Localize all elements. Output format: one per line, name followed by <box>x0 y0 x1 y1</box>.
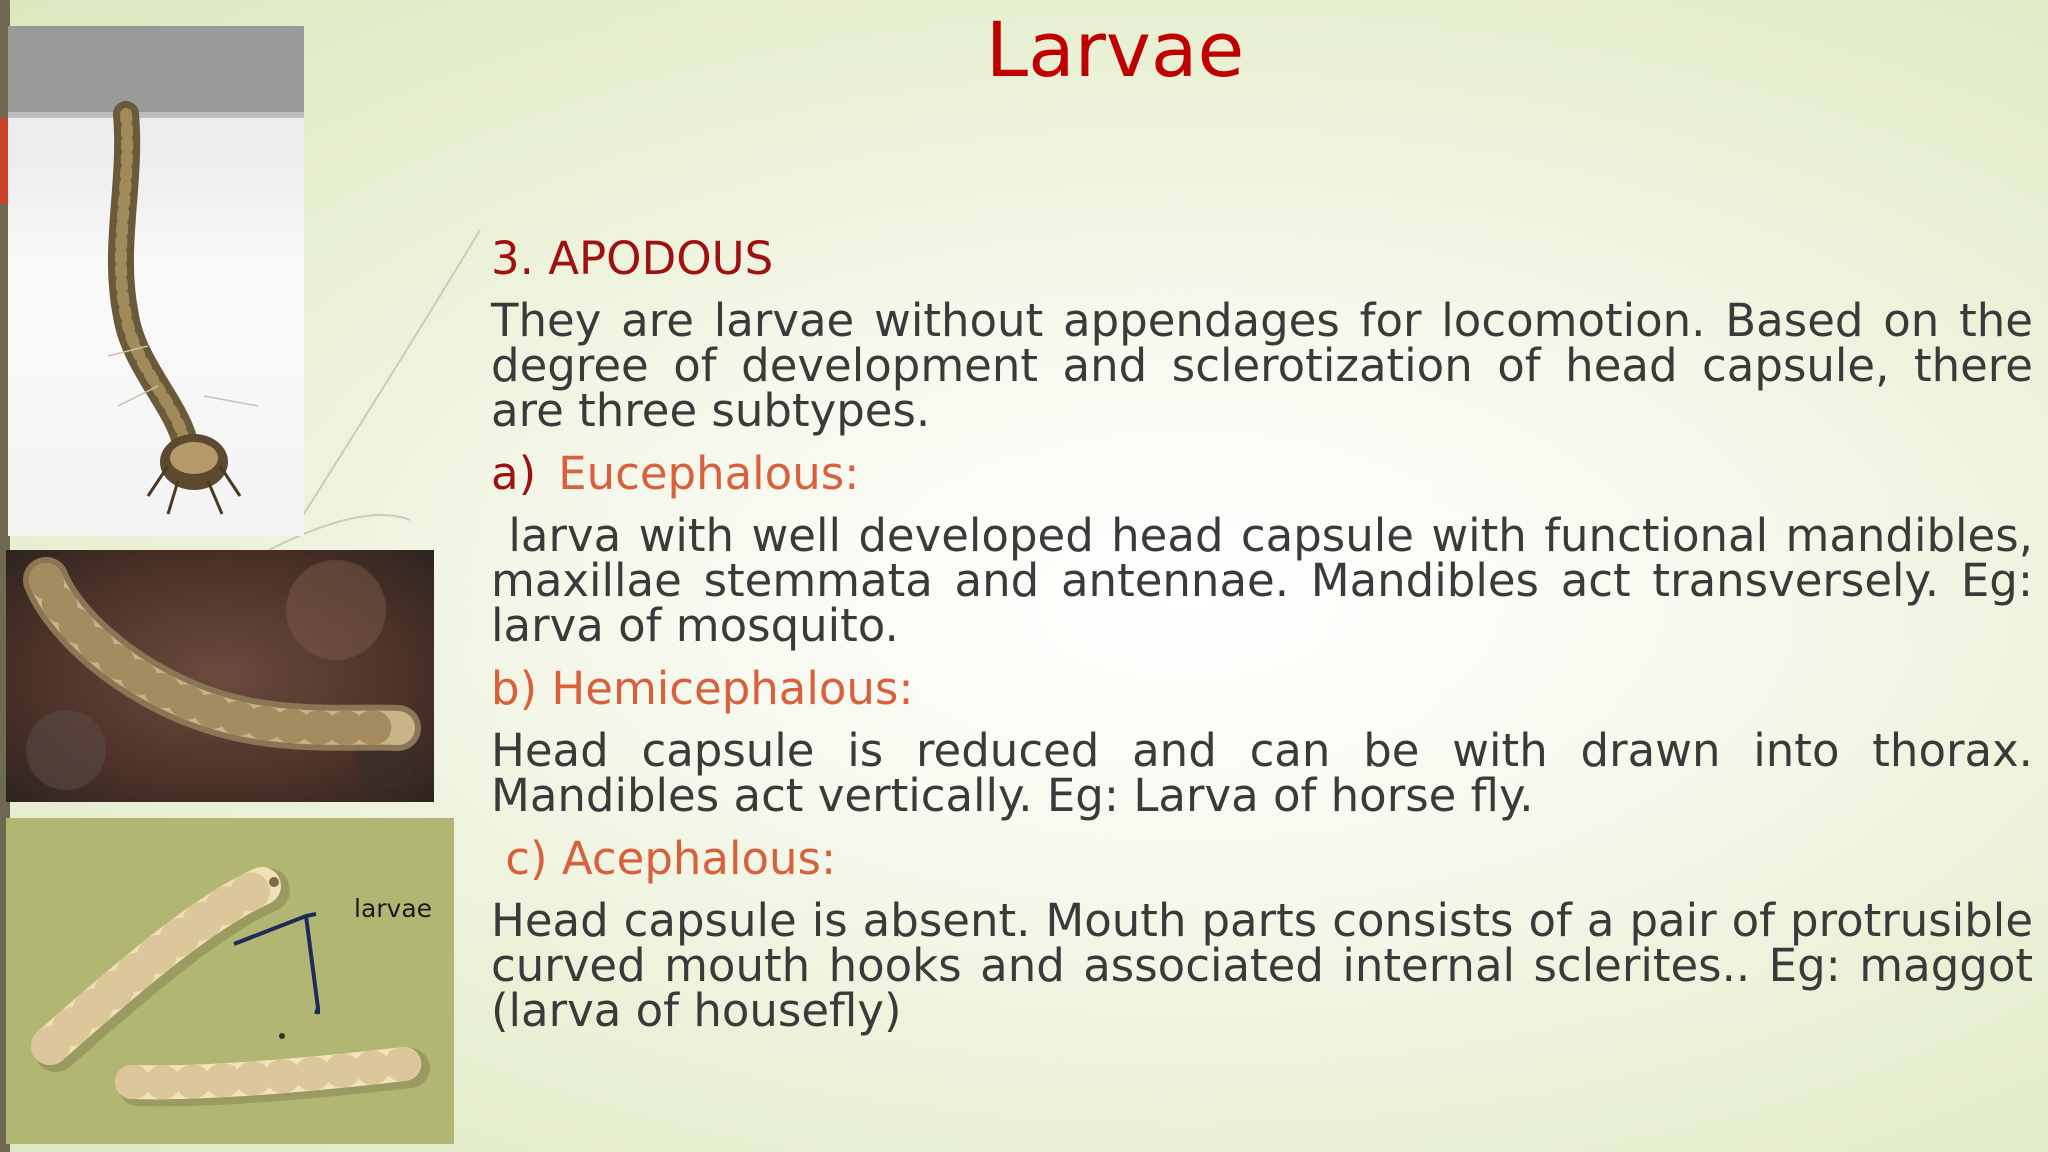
subtype-c-heading: c) Acephalous: <box>491 832 837 885</box>
subtype-a-heading <box>491 445 2033 503</box>
subtype-a-letter: a) <box>491 447 537 500</box>
slide-content <box>491 230 2048 1045</box>
subtype-b-text: Head capsule is reduced and can be with drawn into thorax. Mandibles act vertically. Eg: Larva of horse fly. <box>491 724 2033 822</box>
subtype-a-text: larva with well developed head capsule with functional mandibles, maxillae stemmata and antennae. Mandibles act transversely. Eg: larva of mosquito. <box>491 509 2048 652</box>
intro-paragraph: They are larvae without appendages for locomotion. Based on the degree of development and sclerotization of head capsule, there are three subtypes. <box>491 294 2033 437</box>
slide-title: Larvae <box>985 5 1245 94</box>
maggot-larvae-photo <box>6 818 454 1144</box>
subtype-a-name: Eucephalous: <box>558 447 860 500</box>
hemicephalous-larva-photo <box>6 550 434 802</box>
larvae-label: larvae <box>354 894 433 923</box>
subtype-c-text: Head capsule is absent. Mouth parts consists of a pair of protrusible curved mouth hooks and associated internal sclerites.. Eg: maggot (larva of housefly) <box>491 894 2033 1037</box>
section-heading: 3. APODOUS <box>491 232 774 285</box>
subtype-b-heading: b) Hemicephalous: <box>491 662 914 715</box>
mosquito-larva-photo <box>8 26 304 536</box>
